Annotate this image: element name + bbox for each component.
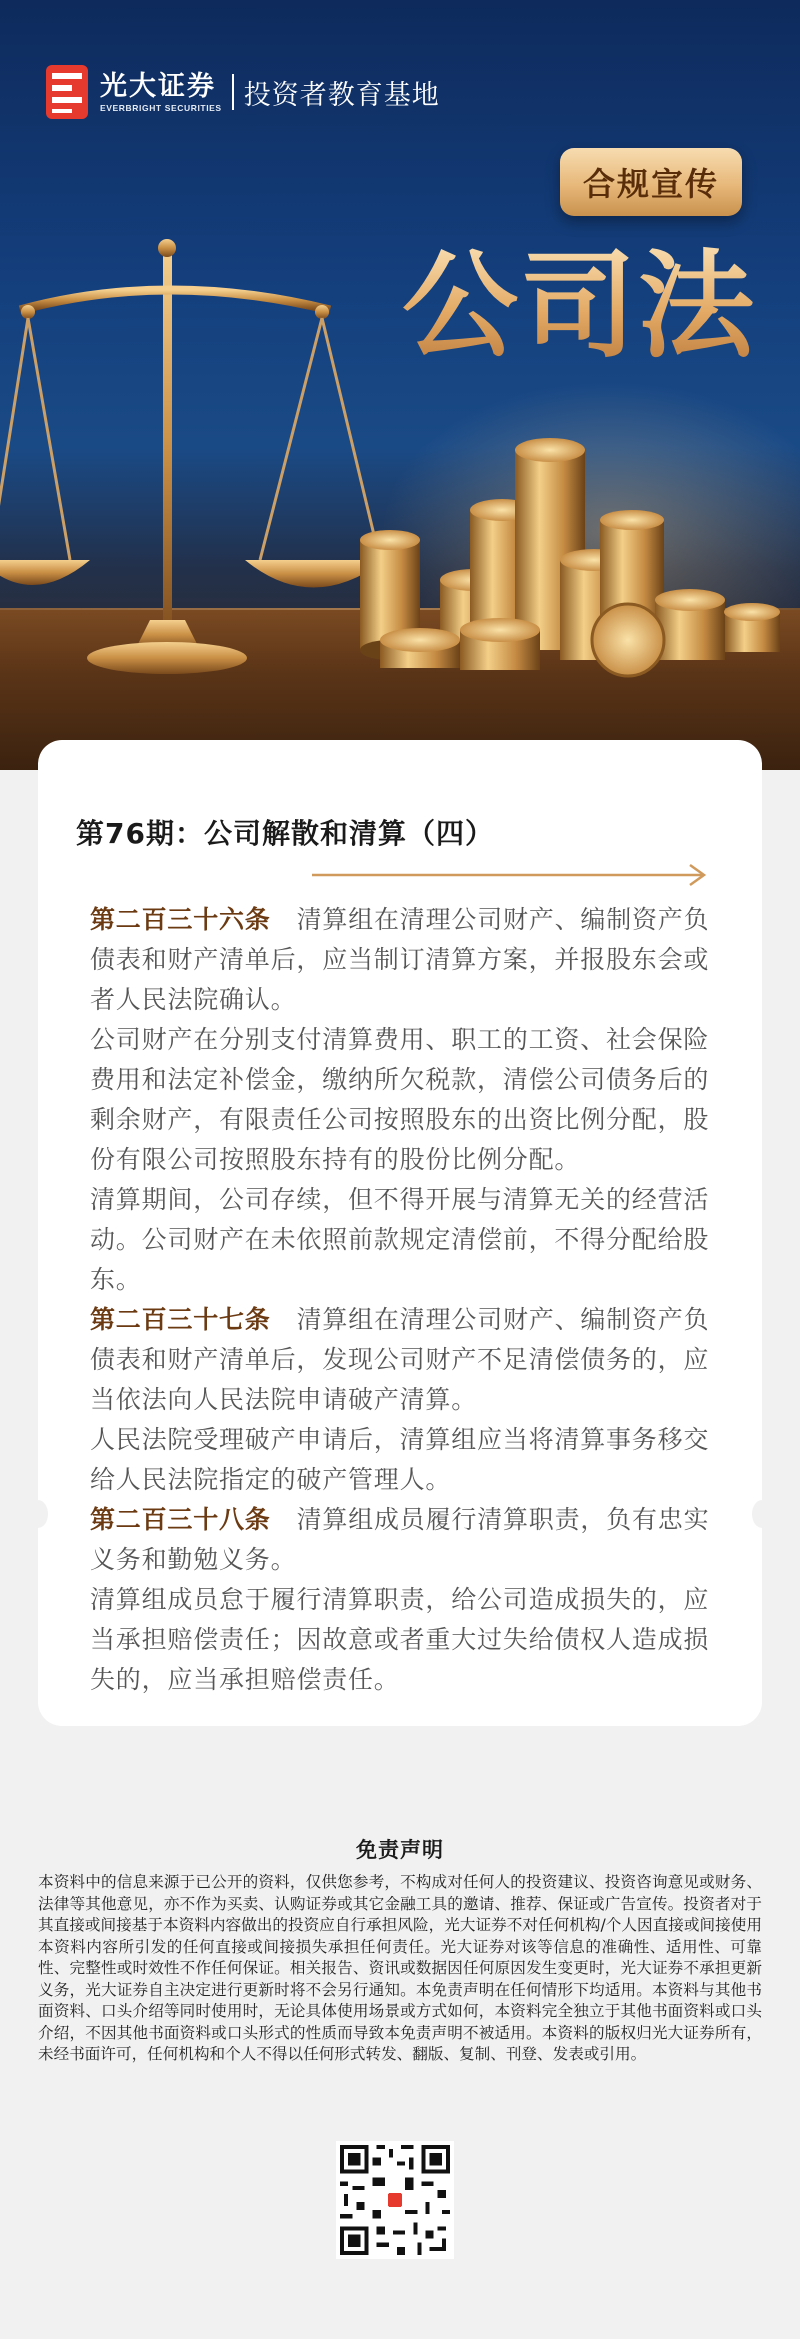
paragraph (90, 900, 715, 1020)
paragraph-text: 清算组成员履行清算职责，负有忠实义务和勤勉义务。 (90, 1505, 710, 1574)
paragraph-text: 清算组在清理公司财产、编制资产负债表和财产清单后，发现公司财产不足清偿债务的，应当依法向人民法院申请破产清算。 (90, 1305, 710, 1414)
arrow-right-icon (312, 862, 712, 888)
article-number: 第二百三十六条 (90, 905, 271, 934)
scales-of-justice-icon (0, 239, 385, 674)
paragraph-text: 人民法院受理破产申请后，清算组应当将清算事务移交给人民法院指定的破产管理人。 (90, 1425, 710, 1494)
card-notch-left (28, 1500, 48, 1528)
paragraph-text: 公司财产在分别支付清算费用、职工的工资、社会保险费用和法定补偿金，缴纳所欠税款，清偿公司债务后的剩余财产，有限责任公司按照股东的出资比例分配，股份有限公司按照股东持有的股份比例分配。 (90, 1025, 710, 1174)
brand-name-cn: 光大证券 (100, 71, 216, 102)
paragraph (90, 1420, 715, 1500)
brand-name-en: EVERBRIGHT SECURITIES (100, 103, 222, 113)
disclaimer-text: 本资料中的信息来源于已公开的资料，仅供您参考，不构成对任何人的投资建议、投资咨询意见或财务、法律等其他意见，亦不作为买卖、认购证券或其它金融工具的邀请、推荐、保证或广告宣传。投资者对于其直接或间接基于本资料内容做出的投资应自行承担风险，光大证券不对任何机构/个人因直接或间接使用本资料内容所引发的任何直接或间接损失承担任何责任。光大证券对该等信息的准确性、适用性、可靠性、完整性或时效性不作任何保证。相关报告、资讯或数据因任何原因发生变更时，光大证券不承担更新义务，光大证券自主决定进行更新时将不会另行通知。本免责声明在任何情形下均适用。本资料与其他书面资料、口头介绍等同时使用时，无论具体使用场景或方式如何，本资料完全独立于其他书面资料或口头介绍，不因其他书面资料或口头形式的性质而导致本免责声明不被适用。本资料的版权归光大证券所有，未经书面许可，任何机构和个人不得以任何形式转发、翻版、复制、刊登、发表或引用。 (38, 1873, 762, 2063)
brand-header (46, 64, 440, 120)
article-number: 第二百三十七条 (90, 1305, 271, 1334)
card-notch-right (752, 1500, 772, 1528)
article-body (90, 900, 715, 1700)
paragraph-text: 清算期间，公司存续，但不得开展与清算无关的经营活动。公司财产在未依照前款规定清偿前，不得分配给股东。 (90, 1185, 710, 1294)
everbright-logo-icon (46, 65, 88, 119)
brand-subtitle: 投资者教育基地 (243, 79, 440, 111)
brand-divider (232, 74, 234, 110)
paragraph (90, 1020, 715, 1180)
hero-banner (0, 0, 800, 770)
disclaimer-title: 免责声明 (356, 1838, 444, 1862)
paragraph (90, 1180, 715, 1300)
issue-title: 第76期：公司解散和清算（四） (76, 817, 494, 850)
paragraph-text: 清算组在清理公司财产、编制资产负债表和财产清单后，应当制订清算方案，并报股东会或者人民法院确认。 (90, 905, 710, 1014)
paragraph-text: 清算组成员怠于履行清算职责，给公司造成损失的，应当承担赔偿责任；因故意或者重大过失给债权人造成损失的，应当承担赔偿责任。 (90, 1585, 710, 1694)
paragraph (90, 1300, 715, 1420)
brand-name-block (100, 71, 222, 113)
paragraph (90, 1500, 715, 1580)
hero-title: 公司法 (402, 236, 762, 376)
gold-coin-stacks (360, 438, 780, 676)
paragraph (90, 1580, 715, 1700)
qr-code-icon (336, 2141, 454, 2259)
article-number: 第二百三十八条 (90, 1505, 271, 1534)
compliance-tag: 合规宣传 (560, 148, 742, 216)
